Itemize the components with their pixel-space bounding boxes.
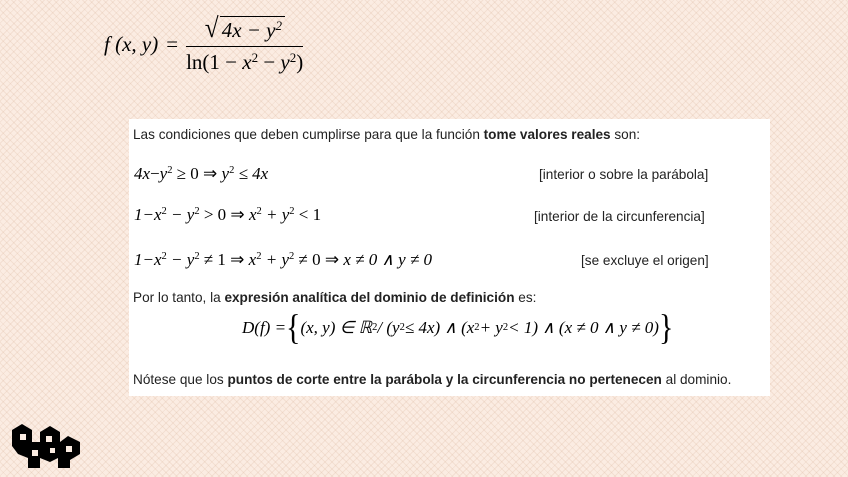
condition-2-math: $1-x^2 - y^2 > 0$ ⇒ $x^2 + y^2 < 1$: [134, 205, 322, 224]
formula-fraction: [186, 14, 303, 75]
condition-3-note: [se excluye el origen]: [581, 253, 709, 268]
formula-radicand: $4x - y^2$: [220, 16, 285, 43]
sqrt-symbol: √: [205, 13, 219, 44]
formula-denominator: $\ln(1 - x^2 - y^2)$: [186, 49, 304, 74]
formula-lhs: f (x, y): [104, 32, 159, 56]
domain-intro-text: Por lo tanto, la expresión analítica del dominio de definición es:: [133, 290, 537, 305]
domain-formula: D(f) = { (x, y) ∈ ℝ 2 / (y 2 ≤ 4x) ∧ (x 2 + y 2 < 1) ∧ (x ≠ 0 ∧ y ≠ 0) }: [242, 307, 674, 348]
condition-3-math: $1-x^2 - y^2 \ne 1$ ⇒ $x^2 + y^2 \ne 0$ ⇒ x ≠ 0 ∧ y ≠ 0: [134, 250, 433, 269]
condition-1-math: $4x-y^2 \ge 0$ ⇒ $y^2 \le 4x$: [134, 164, 269, 183]
condition-1-note: [interior o sobre la parábola]: [539, 167, 709, 182]
conditions-panel: [129, 119, 770, 396]
formula-numerator: [202, 14, 287, 46]
formula-equals: =: [166, 32, 179, 56]
intro-text: Las condiciones que deben cumplirse para que la función tome valores reales son:: [133, 127, 641, 142]
function-formula: [104, 14, 303, 75]
closing-note: Nótese que los puntos de corte entre la parábola y la circunferencia no pertenecen al dominio.: [133, 372, 732, 387]
university-logo: [10, 420, 82, 472]
condition-2-note: [interior de la circunferencia]: [534, 209, 705, 224]
